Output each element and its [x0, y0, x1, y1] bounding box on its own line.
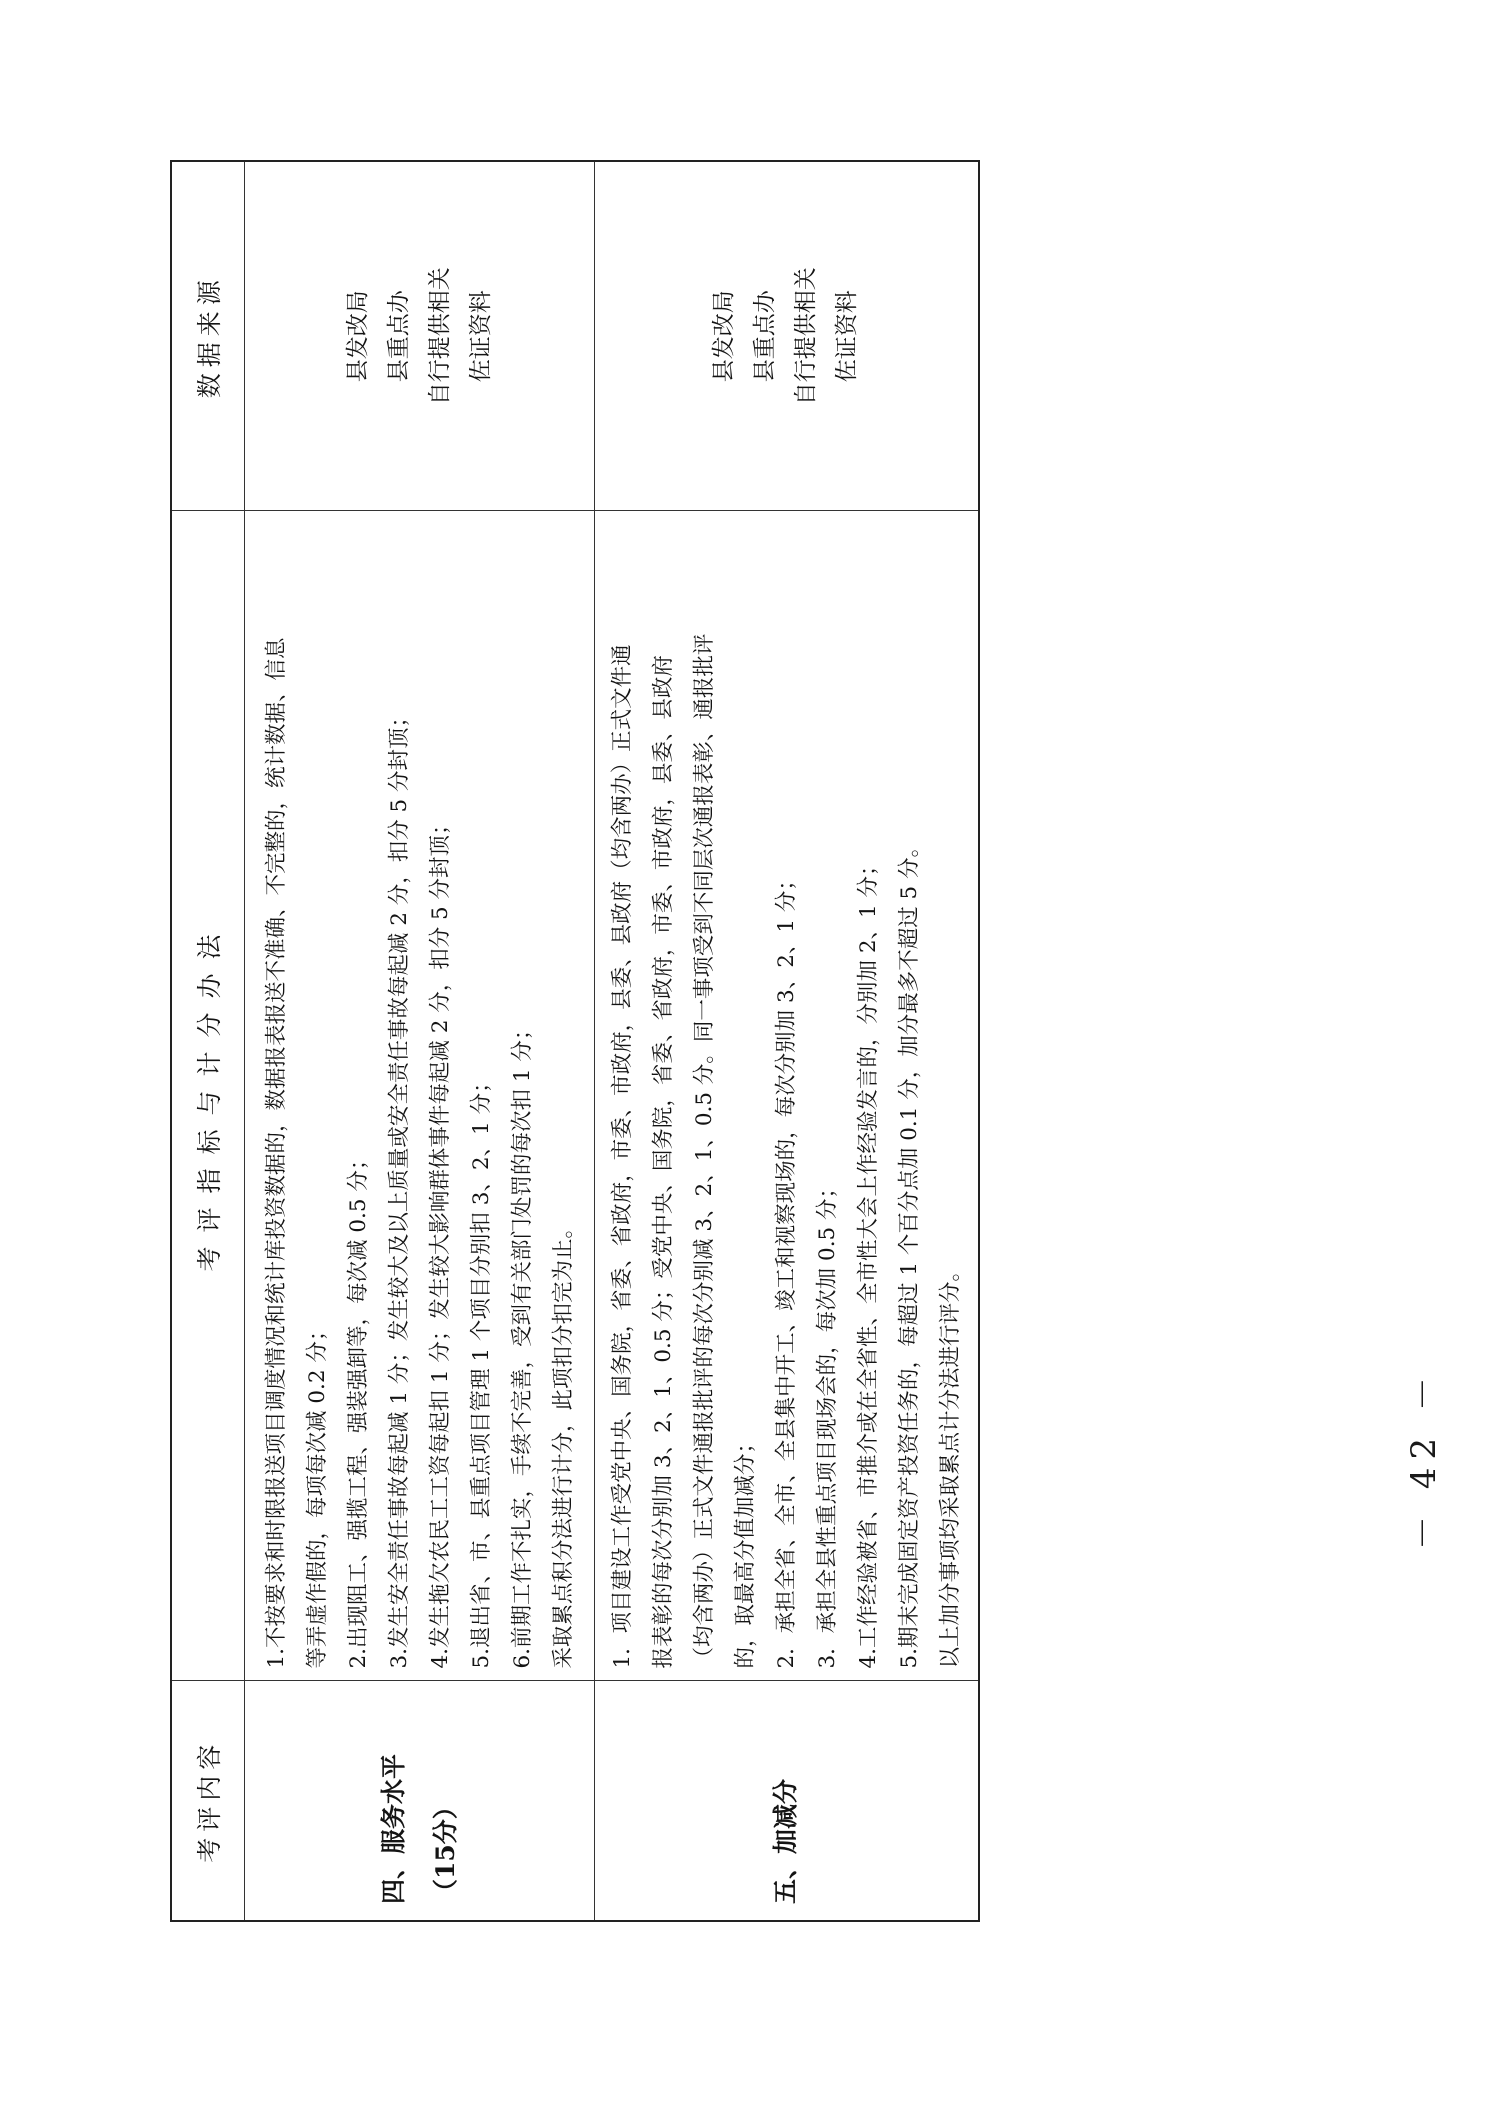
method-line: 6.前期工作不扎实，手续不完善，受到有关部门处罚的每次扣 1 分； [509, 1018, 535, 1669]
header-content: 考评内容 [171, 1681, 245, 1921]
evaluation-table [170, 160, 980, 1922]
table-row [595, 161, 979, 1921]
source-line: 县发改局 [344, 290, 371, 383]
method-line: 5.退出省、市、县重点项目管理 1 个项目分别扣 3、2、1 分； [468, 1071, 494, 1669]
source-line: 自行提供相关 [426, 267, 453, 406]
source-line: 县发改局 [711, 290, 738, 383]
source-line: 佐证资料 [834, 290, 861, 383]
row-content-bonus: 五、加减分 [595, 1681, 979, 1921]
method-line: 5.期末完成固定资产投资任务的，每超过 1 个百分点加 0.1 分，加分最多不超过 5 分。 [896, 835, 922, 1669]
method-line: 采取累点积分法进行计分，此项扣分扣完为止。 [550, 1216, 576, 1669]
source-line: 县重点办 [385, 290, 412, 383]
row-method-bonus [595, 511, 979, 1681]
rotated-table-sheet [170, 162, 963, 1922]
row-source-bonus [595, 161, 979, 511]
method-line: 4.工作经验被省、市推介或在全省性、全市性大会上作经验发言的，分别加 2、1 分； [855, 854, 881, 1669]
source-line: 县重点办 [752, 290, 779, 383]
method-line: 1.不按要求和时限报送项目调度情况和统计库投资数据的，数据报表报送不准确、不完整的，统计数据、信息 [263, 637, 289, 1669]
row-method-service [245, 511, 595, 1681]
method-line: 等弄虚作假的，每项每次减 0.2 分； [304, 1319, 330, 1669]
method-line: 报表彰的每次分别加 3、2、1、0.5 分；受党中央、国务院，省委、省政府，市委、市政府，县委、县政府 [650, 655, 676, 1669]
method-line: （均含两办）正式文件通报批评的每次分别减 3、2、1、0.5 分。同一事项受到不同层次通报表彰、通报批评 [691, 633, 717, 1669]
source-line: 佐证资料 [467, 290, 494, 383]
method-line: 的，取最高分值加减分； [732, 1431, 758, 1669]
method-line: 以上加分事项均采取累点计分法进行评分。 [937, 1259, 963, 1669]
header-method: 考评指标与计分办法 [171, 511, 245, 1681]
method-line: 2．承担全省、全市、全县集中开工、竣工和视察现场的，每次分别加 3、2、1 分； [773, 869, 799, 1669]
method-line: 3．承担全县性重点项目现场会的，每次加 0.5 分； [814, 1176, 840, 1669]
method-line: 3.发生安全责任事故每起减 1 分；发生较大及以上质量或安全责任事故每起减 2 分，扣分 5 分封顶； [386, 705, 412, 1669]
table-header-row [171, 161, 245, 1921]
page-number: － 42 － [1403, 1369, 1444, 1550]
source-line: 自行提供相关 [793, 267, 820, 406]
table-row [245, 161, 595, 1921]
method-line: 4.发生拖欠农民工工资每起扣 1 分；发生较大影响群体事件每起减 2 分，扣分 5 分封顶； [427, 813, 453, 1669]
row-content-service: 四、服务水平（15分） [245, 1681, 595, 1921]
method-line: 1．项目建设工作受党中央、国务院，省委、省政府，市委、市政府，县委、县政府（均含两办）正式文件通 [609, 644, 635, 1669]
row-source-service [245, 161, 595, 511]
method-line: 2.出现阻工、强揽工程、强装强卸等，每次减 0.5 分； [345, 1148, 371, 1669]
header-source: 数据来源 [171, 161, 245, 511]
